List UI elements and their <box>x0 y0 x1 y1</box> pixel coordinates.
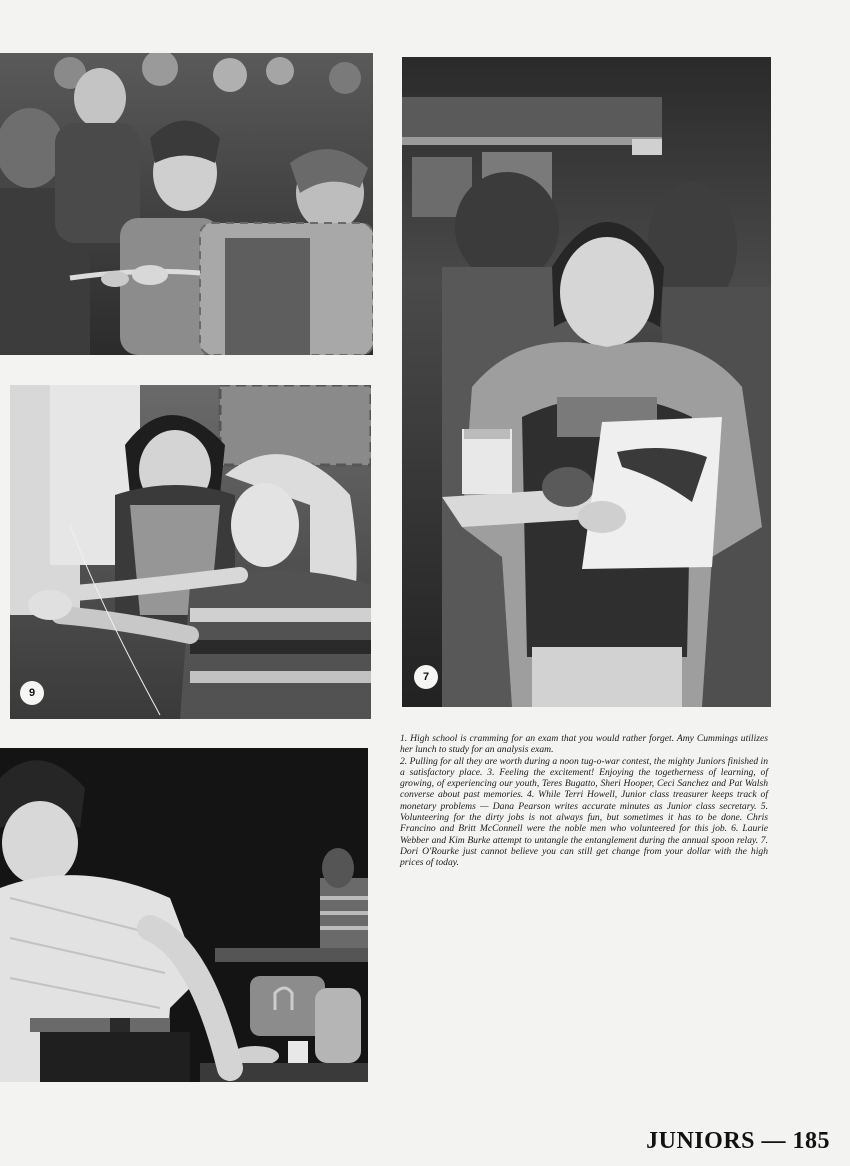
volunteer-photo <box>0 748 368 1082</box>
photo-number-9: 9 <box>20 681 44 705</box>
cafeteria-photo <box>402 57 771 707</box>
tug-of-war-photo <box>0 53 373 355</box>
page-footer <box>646 1128 830 1155</box>
photo-captions <box>400 733 768 869</box>
section-title: JUNIORS <box>646 1128 755 1154</box>
photo-number-7: 7 <box>414 665 438 689</box>
caption-item-1: 1. High school is cramming for an exam that you would rather forget. Amy Cummings utilizes her lunch to study for an analysis exam. <box>400 733 768 756</box>
footer-separator: — <box>761 1128 786 1154</box>
spoon-relay-photo <box>10 385 371 719</box>
caption-items-2-to-7: 2. Pulling for all they are worth during a noon tug-o-war contest, the mighty Juniors finished in a satisfactory place. 3. Feeling the excitement! Enjoying the togetherness of learning, of growing, of experiencing our youth, Teres Bugatto, Sheri Hooper, Ceci Sanchez and Pat Walsh converse about past memories. 4. While Terri Howell, Junior class treasurer keeps track of monetary problems — Dana Pearson writes accurate minutes as Junior class secretary. 5. Volunteering for the dirty jobs is not always fun, but sometimes it has to be done. Chris Francino and Britt McConnell were the noble men who volunteered for this job. 6. Laurie Webber and Kim Burke attempt to untangle the entanglement during the annual spoon relay. 7. Dori O'Rourke just cannot believe you can still get change from your dollar with the high prices of today. <box>400 755 768 869</box>
page-number: 185 <box>792 1128 830 1154</box>
